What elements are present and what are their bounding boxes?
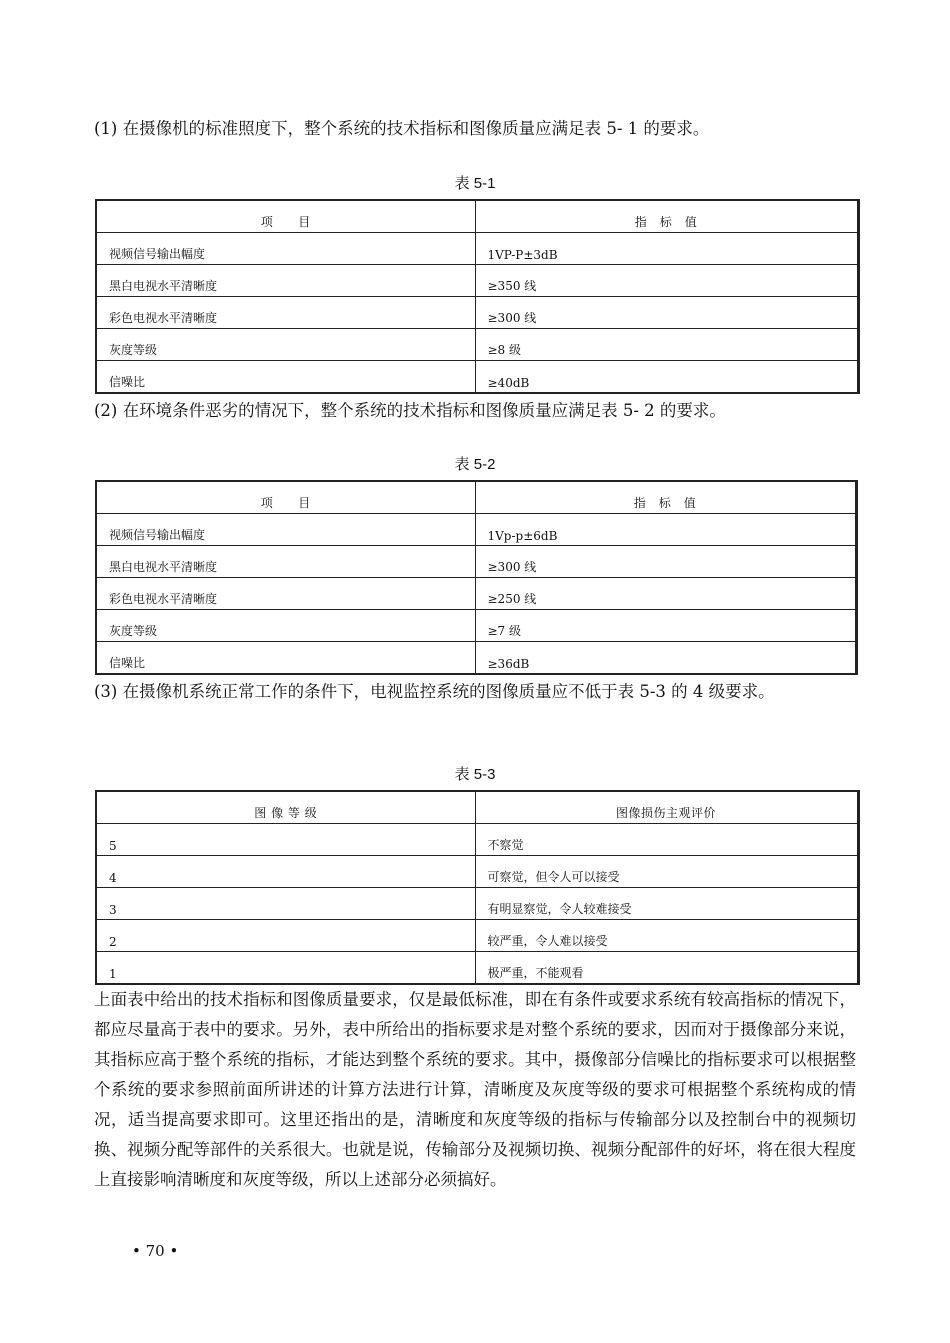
table-cell: 1Vp-p±6dB — [475, 514, 856, 546]
table-cell: 彩色电视水平清晰度 — [96, 578, 475, 610]
intro-paragraph-3: (3) 在摄像机系统正常工作的条件下，电视监控系统的图像质量应不低于表 5-3 的 4 级要求。 — [94, 682, 775, 701]
table-3-caption: 表 5-3 — [454, 766, 496, 783]
intro-paragraph-2: (2) 在环境条件恶劣的情况下，整个系统的技术指标和图像质量应满足表 5- 2 的要求。 — [94, 401, 726, 420]
table-cell: 黑白电视水平清晰度 — [96, 265, 475, 297]
table-3 — [95, 790, 860, 985]
table-cell: 极严重，不能观看 — [475, 952, 858, 985]
table-cell: ≥36dB — [475, 642, 856, 675]
table-2 — [95, 480, 858, 675]
table-cell: 有明显察觉，令人较难接受 — [475, 888, 858, 920]
table-cell: 2 — [96, 920, 475, 952]
table-cell: ≥40dB — [475, 361, 858, 394]
table-cell: 5 — [96, 824, 475, 856]
page-number: • 70 • — [132, 1242, 179, 1260]
table-row — [96, 233, 858, 265]
table-row — [96, 265, 858, 297]
table-row — [96, 481, 856, 514]
table-cell: 较严重，令人难以接受 — [475, 920, 858, 952]
table-1-caption: 表 5-1 — [454, 175, 496, 192]
table-header-cell: 指 标 值 — [475, 481, 856, 514]
table-cell: ≥350 线 — [475, 265, 858, 297]
table-cell: ≥250 线 — [475, 578, 856, 610]
table-row — [96, 952, 858, 985]
table-row — [96, 361, 858, 394]
table-cell: 1VP-P±3dB — [475, 233, 858, 265]
table-row — [96, 888, 858, 920]
table-row — [96, 514, 856, 546]
table-row — [96, 297, 858, 329]
table-row — [96, 642, 856, 675]
table-cell: 1 — [96, 952, 475, 985]
table-cell: 灰度等级 — [96, 610, 475, 642]
table-2-caption: 表 5-2 — [454, 456, 496, 473]
table-cell: 4 — [96, 856, 475, 888]
table-header-cell: 项 目 — [96, 200, 475, 233]
table-header-cell: 图像损伤主观评价 — [475, 791, 858, 824]
table-header-cell: 图 像 等 级 — [96, 791, 475, 824]
table-row — [96, 856, 858, 888]
table-row — [96, 610, 856, 642]
table-cell: 可察觉，但令人可以接受 — [475, 856, 858, 888]
table-row — [96, 200, 858, 233]
table-cell: 不察觉 — [475, 824, 858, 856]
table-row — [96, 824, 858, 856]
table-cell: 黑白电视水平清晰度 — [96, 546, 475, 578]
table-row — [96, 578, 856, 610]
table-cell: 信噪比 — [96, 361, 475, 394]
table-cell: 信噪比 — [96, 642, 475, 675]
table-row — [96, 546, 856, 578]
table-cell: 3 — [96, 888, 475, 920]
body-paragraph: 上面表中给出的技术指标和图像质量要求，仅是最低标准，即在有条件或要求系统有较高指标的情况下，都应尽量高于表中的要求。另外，表中所给出的指标要求是对整个系统的要求，因而对于摄像部分来说，其指标应高于整个系统的指标，才能达到整个系统的要求。其中，摄像部分信噪比的指标要求可以根据整个系统的要求参照前面所讲述的计算方法进行计算，清晰度及灰度等级的要求可根据整个系统构成的情况，适当提高要求即可。这里还指出的是，清晰度和灰度等级的指标与传输部分以及控制台中的视频切换、视频分配等部件的关系很大。也就是说，传输部分及视频切换、视频分配部件的好坏，将在很大程度上直接影响清晰度和灰度等级，所以上述部分必须搞好。 — [94, 990, 856, 1189]
table-row — [96, 920, 858, 952]
table-cell: 彩色电视水平清晰度 — [96, 297, 475, 329]
table-cell: 视频信号输出幅度 — [96, 233, 475, 265]
table-1 — [95, 199, 860, 394]
table-cell: ≥8 级 — [475, 329, 858, 361]
table-cell: ≥7 级 — [475, 610, 856, 642]
table-cell: 视频信号输出幅度 — [96, 514, 475, 546]
table-row — [96, 329, 858, 361]
table-header-cell: 指 标 值 — [475, 200, 858, 233]
table-header-cell: 项 目 — [96, 481, 475, 514]
table-cell: 灰度等级 — [96, 329, 475, 361]
table-cell: ≥300 线 — [475, 297, 858, 329]
table-cell: ≥300 线 — [475, 546, 856, 578]
table-row — [96, 791, 858, 824]
intro-paragraph-1: (1) 在摄像机的标准照度下，整个系统的技术指标和图像质量应满足表 5- 1 的要求。 — [94, 119, 710, 138]
